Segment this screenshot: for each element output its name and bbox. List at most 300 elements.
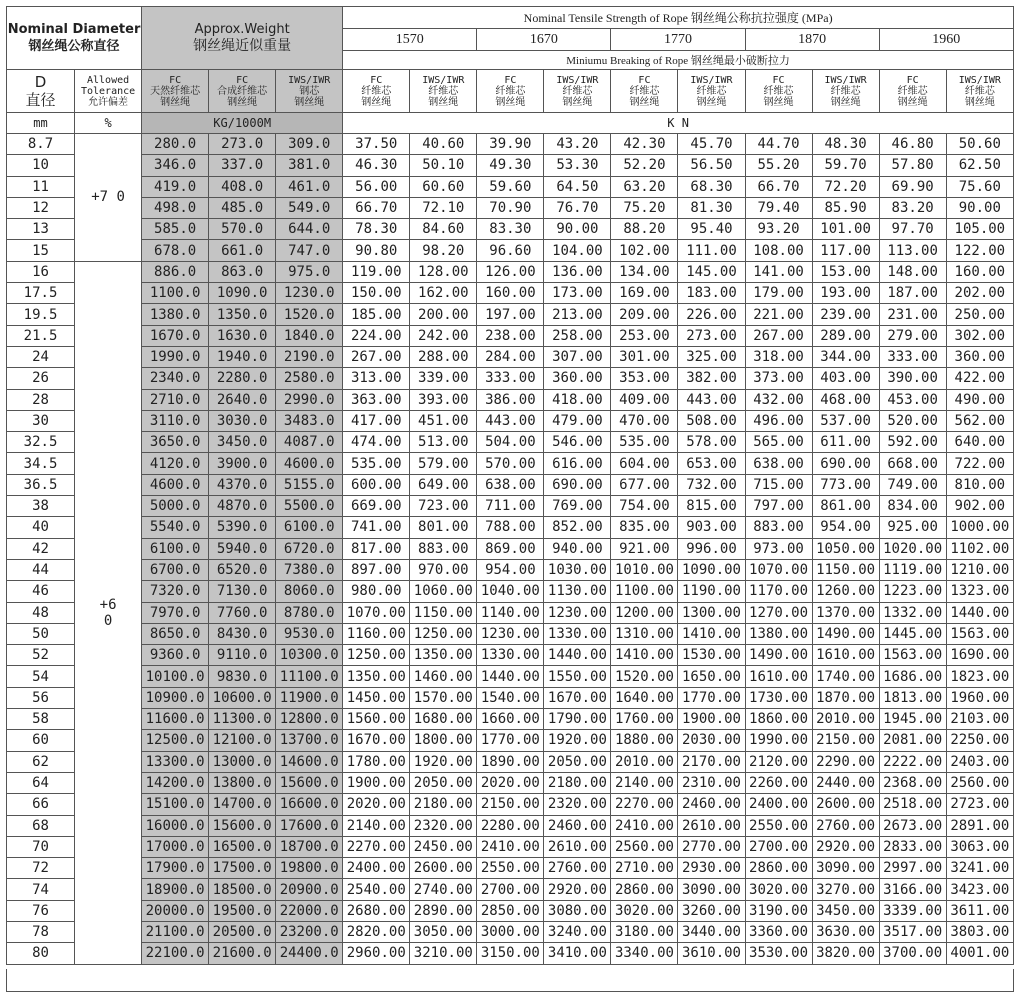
breaking-load-cell: 749.00 (879, 474, 946, 495)
breaking-load-cell: 1090.00 (678, 559, 745, 580)
weight-cell: 17500.0 (209, 858, 276, 879)
table-row (7, 602, 1014, 623)
breaking-load-cell: 479.00 (544, 410, 611, 431)
breaking-load-cell: 490.00 (946, 389, 1013, 410)
grade-header: 1770 (611, 29, 745, 51)
breaking-load-cell: 313.00 (343, 368, 410, 389)
weight-cell: 12100.0 (209, 730, 276, 751)
diameter-cell: 56 (7, 687, 75, 708)
breaking-load-cell: 3090.00 (812, 858, 879, 879)
breaking-load-cell: 1000.00 (946, 517, 1013, 538)
breaking-load-header: Miniumu Breaking of Rope 钢丝绳最小破断拉力 (343, 51, 1014, 70)
weight-cell: 570.0 (209, 219, 276, 240)
breaking-load-cell: 301.00 (611, 346, 678, 367)
strength-col-header: IWS/IWR 纤维芯 钢丝绳 (946, 70, 1013, 113)
breaking-load-cell: 1260.00 (812, 581, 879, 602)
breaking-load-cell: 2030.00 (678, 730, 745, 751)
breaking-load-cell: 2180.00 (544, 772, 611, 793)
weight-cell: 549.0 (276, 197, 343, 218)
weight-cell: 4087.0 (276, 432, 343, 453)
breaking-load-cell: 1490.00 (812, 623, 879, 644)
table-row (7, 794, 1014, 815)
weight-cell: 13700.0 (276, 730, 343, 751)
table-row (7, 474, 1014, 495)
table-footer-row (6, 969, 1014, 992)
breaking-load-cell: 2140.00 (611, 772, 678, 793)
breaking-load-cell: 90.80 (343, 240, 410, 261)
breaking-load-cell: 1520.00 (611, 666, 678, 687)
breaking-load-cell: 1560.00 (343, 709, 410, 730)
breaking-load-cell: 2270.00 (343, 836, 410, 857)
weight-cell: 3650.0 (142, 432, 209, 453)
breaking-load-cell: 3803.00 (946, 921, 1013, 942)
breaking-load-cell: 3020.00 (611, 900, 678, 921)
weight-cell: 678.0 (142, 240, 209, 261)
breaking-load-cell: 1050.00 (812, 538, 879, 559)
breaking-load-cell: 1370.00 (812, 602, 879, 623)
breaking-load-cell: 53.30 (544, 155, 611, 176)
breaking-load-cell: 3150.00 (477, 943, 544, 964)
breaking-load-cell: 66.70 (343, 197, 410, 218)
breaking-load-cell: 2320.00 (410, 815, 477, 836)
diameter-cell: 80 (7, 943, 75, 964)
breaking-load-cell: 128.00 (410, 261, 477, 282)
breaking-load-cell: 46.30 (343, 155, 410, 176)
tensile-strength-header: Nominal Tensile Strength of Rope 钢丝绳公称抗拉强度 (MPa) (343, 7, 1014, 29)
breaking-load-cell: 1150.00 (410, 602, 477, 623)
weight-cell: 14700.0 (209, 794, 276, 815)
breaking-load-cell: 386.00 (477, 389, 544, 410)
table-row (7, 921, 1014, 942)
breaking-load-cell: 1223.00 (879, 581, 946, 602)
breaking-load-cell: 1460.00 (410, 666, 477, 687)
weight-cell: 1670.0 (142, 325, 209, 346)
breaking-load-cell: 638.00 (477, 474, 544, 495)
breaking-load-cell: 1823.00 (946, 666, 1013, 687)
table-row (7, 197, 1014, 218)
breaking-load-cell: 37.50 (343, 134, 410, 155)
breaking-load-cell: 83.30 (477, 219, 544, 240)
weight-cell: 20000.0 (142, 900, 209, 921)
diameter-cell: 13 (7, 219, 75, 240)
breaking-load-cell: 2020.00 (477, 772, 544, 793)
breaking-load-cell: 1490.00 (745, 645, 812, 666)
breaking-load-cell: 117.00 (812, 240, 879, 261)
breaking-load-cell: 3450.00 (812, 900, 879, 921)
breaking-load-cell: 339.00 (410, 368, 477, 389)
breaking-load-cell: 883.00 (410, 538, 477, 559)
breaking-load-cell: 1760.00 (611, 709, 678, 730)
breaking-load-cell: 42.30 (611, 134, 678, 155)
breaking-load-cell: 3700.00 (879, 943, 946, 964)
breaking-load-cell: 1960.00 (946, 687, 1013, 708)
breaking-load-cell: 39.90 (477, 134, 544, 155)
breaking-load-cell: 852.00 (544, 517, 611, 538)
breaking-load-cell: 162.00 (410, 283, 477, 304)
weight-cell: 8650.0 (142, 623, 209, 644)
breaking-load-cell: 2760.00 (812, 815, 879, 836)
breaking-load-cell: 711.00 (477, 496, 544, 517)
breaking-load-cell: 1640.00 (611, 687, 678, 708)
breaking-load-cell: 565.00 (745, 432, 812, 453)
breaking-load-cell: 562.00 (946, 410, 1013, 431)
weight-cell: 19500.0 (209, 900, 276, 921)
breaking-load-cell: 2673.00 (879, 815, 946, 836)
breaking-load-cell: 1332.00 (879, 602, 946, 623)
table-row (7, 709, 1014, 730)
breaking-load-cell: 3630.00 (812, 921, 879, 942)
breaking-load-cell: 474.00 (343, 432, 410, 453)
strength-col-header: IWS/IWR 纤维芯 钢丝绳 (812, 70, 879, 113)
breaking-load-cell: 96.60 (477, 240, 544, 261)
breaking-load-cell: 732.00 (678, 474, 745, 495)
breaking-load-cell: 535.00 (611, 432, 678, 453)
breaking-load-cell: 390.00 (879, 368, 946, 389)
breaking-load-cell: 2440.00 (812, 772, 879, 793)
breaking-load-cell: 3240.00 (544, 921, 611, 942)
breaking-load-cell: 59.60 (477, 176, 544, 197)
diameter-column-header: D 直径 (7, 70, 75, 113)
weight-cell: 4600.0 (142, 474, 209, 495)
weight-cell: 3110.0 (142, 410, 209, 431)
unit-percent: % (75, 113, 142, 134)
breaking-load-cell: 318.00 (745, 346, 812, 367)
breaking-load-cell: 3517.00 (879, 921, 946, 942)
diameter-cell: 17.5 (7, 283, 75, 304)
breaking-load-cell: 1445.00 (879, 623, 946, 644)
breaking-load-cell: 640.00 (946, 432, 1013, 453)
breaking-load-cell: 2930.00 (678, 858, 745, 879)
diameter-cell: 60 (7, 730, 75, 751)
weight-cell: 3030.0 (209, 410, 276, 431)
breaking-load-cell: 40.60 (410, 134, 477, 155)
weight-cell: 7970.0 (142, 602, 209, 623)
breaking-load-cell: 537.00 (812, 410, 879, 431)
breaking-load-cell: 353.00 (611, 368, 678, 389)
breaking-load-cell: 810.00 (946, 474, 1013, 495)
breaking-load-cell: 3241.00 (946, 858, 1013, 879)
breaking-load-cell: 2280.00 (477, 815, 544, 836)
weight-cell: 8430.0 (209, 623, 276, 644)
breaking-load-cell: 2600.00 (410, 858, 477, 879)
breaking-load-cell: 2770.00 (678, 836, 745, 857)
diameter-cell: 19.5 (7, 304, 75, 325)
weight-cell: 20500.0 (209, 921, 276, 942)
breaking-load-cell: 56.50 (678, 155, 745, 176)
breaking-load-cell: 95.40 (678, 219, 745, 240)
breaking-load-cell: 3440.00 (678, 921, 745, 942)
breaking-load-cell: 1210.00 (946, 559, 1013, 580)
breaking-load-cell: 93.20 (745, 219, 812, 240)
breaking-load-cell: 1030.00 (544, 559, 611, 580)
breaking-load-cell: 1790.00 (544, 709, 611, 730)
breaking-load-cell: 150.00 (343, 283, 410, 304)
breaking-load-cell: 1330.00 (477, 645, 544, 666)
breaking-load-cell: 344.00 (812, 346, 879, 367)
weight-cell: 17900.0 (142, 858, 209, 879)
weight-cell: 2190.0 (276, 346, 343, 367)
breaking-load-cell: 954.00 (812, 517, 879, 538)
breaking-load-cell: 141.00 (745, 261, 812, 282)
breaking-load-cell: 160.00 (477, 283, 544, 304)
weight-cell: 22100.0 (142, 943, 209, 964)
weight-cell: 21600.0 (209, 943, 276, 964)
breaking-load-cell: 48.30 (812, 134, 879, 155)
breaking-load-cell: 1813.00 (879, 687, 946, 708)
breaking-load-cell: 669.00 (343, 496, 410, 517)
breaking-load-cell: 970.00 (410, 559, 477, 580)
breaking-load-cell: 111.00 (678, 240, 745, 261)
weight-cell: 11300.0 (209, 709, 276, 730)
weight-cell: 20900.0 (276, 879, 343, 900)
breaking-load-cell: 2610.00 (544, 836, 611, 857)
breaking-load-cell: 56.00 (343, 176, 410, 197)
diameter-cell: 72 (7, 858, 75, 879)
breaking-load-cell: 76.70 (544, 197, 611, 218)
table-row (7, 687, 1014, 708)
breaking-load-cell: 148.00 (879, 261, 946, 282)
breaking-load-cell: 520.00 (879, 410, 946, 431)
breaking-load-cell: 2081.00 (879, 730, 946, 751)
breaking-load-cell: 973.00 (745, 538, 812, 559)
breaking-load-cell: 224.00 (343, 325, 410, 346)
breaking-load-cell: 1450.00 (343, 687, 410, 708)
breaking-load-cell: 102.00 (611, 240, 678, 261)
breaking-load-cell: 817.00 (343, 538, 410, 559)
weight-cell: 10600.0 (209, 687, 276, 708)
breaking-load-cell: 468.00 (812, 389, 879, 410)
breaking-load-cell: 883.00 (745, 517, 812, 538)
weight-cell: 6720.0 (276, 538, 343, 559)
breaking-load-cell: 105.00 (946, 219, 1013, 240)
breaking-load-cell: 996.00 (678, 538, 745, 559)
diameter-cell: 54 (7, 666, 75, 687)
table-row (7, 581, 1014, 602)
diameter-cell: 50 (7, 623, 75, 644)
breaking-load-cell: 333.00 (477, 368, 544, 389)
diameter-cell: 74 (7, 879, 75, 900)
breaking-load-cell: 2700.00 (745, 836, 812, 857)
breaking-load-cell: 2020.00 (343, 794, 410, 815)
breaking-load-cell: 2050.00 (544, 751, 611, 772)
weight-cell: 13800.0 (209, 772, 276, 793)
table-row (7, 410, 1014, 431)
breaking-load-cell: 2010.00 (812, 709, 879, 730)
breaking-load-cell: 508.00 (678, 410, 745, 431)
breaking-load-cell: 741.00 (343, 517, 410, 538)
diameter-cell: 15 (7, 240, 75, 261)
diameter-cell: 62 (7, 751, 75, 772)
weight-cell: 5940.0 (209, 538, 276, 559)
breaking-load-cell: 834.00 (879, 496, 946, 517)
breaking-load-cell: 1610.00 (812, 645, 879, 666)
breaking-load-cell: 57.80 (879, 155, 946, 176)
breaking-load-cell: 1410.00 (611, 645, 678, 666)
breaking-load-cell: 160.00 (946, 261, 1013, 282)
breaking-load-cell: 63.20 (611, 176, 678, 197)
weight-cell: 3900.0 (209, 453, 276, 474)
breaking-load-cell: 769.00 (544, 496, 611, 517)
breaking-load-cell: 2833.00 (879, 836, 946, 857)
table-row (7, 155, 1014, 176)
weight-cell: 644.0 (276, 219, 343, 240)
breaking-load-cell: 653.00 (678, 453, 745, 474)
weight-cell: 5540.0 (142, 517, 209, 538)
weight-cell: 5000.0 (142, 496, 209, 517)
breaking-load-cell: 496.00 (745, 410, 812, 431)
breaking-load-cell: 1690.00 (946, 645, 1013, 666)
breaking-load-cell: 273.00 (678, 325, 745, 346)
breaking-load-cell: 1070.00 (343, 602, 410, 623)
unit-force: K N (343, 113, 1014, 134)
breaking-load-cell: 835.00 (611, 517, 678, 538)
weight-cell: 1840.0 (276, 325, 343, 346)
table-row (7, 517, 1014, 538)
breaking-load-cell: 1060.00 (410, 581, 477, 602)
breaking-load-cell: 72.10 (410, 197, 477, 218)
weight-col-header: FC 天然纤维芯 钢丝绳 (142, 70, 209, 113)
diameter-cell: 26 (7, 368, 75, 389)
table-row (7, 304, 1014, 325)
breaking-load-cell: 134.00 (611, 261, 678, 282)
weight-cell: 4120.0 (142, 453, 209, 474)
tolerance-cell: +7 0 (75, 134, 142, 262)
breaking-load-cell: 3080.00 (544, 900, 611, 921)
breaking-load-cell: 2180.00 (410, 794, 477, 815)
weight-cell: 15600.0 (209, 815, 276, 836)
weight-cell: 747.0 (276, 240, 343, 261)
breaking-load-cell: 197.00 (477, 304, 544, 325)
breaking-load-cell: 1380.00 (745, 623, 812, 644)
strength-col-header: FC 纤维芯 钢丝绳 (879, 70, 946, 113)
weight-cell: 17600.0 (276, 815, 343, 836)
breaking-load-cell: 2997.00 (879, 858, 946, 879)
breaking-load-cell: 788.00 (477, 517, 544, 538)
breaking-load-cell: 1102.00 (946, 538, 1013, 559)
table-row (7, 815, 1014, 836)
diameter-cell: 66 (7, 794, 75, 815)
weight-cell: 975.0 (276, 261, 343, 282)
breaking-load-cell: 88.20 (611, 219, 678, 240)
breaking-load-cell: 3820.00 (812, 943, 879, 964)
breaking-load-cell: 173.00 (544, 283, 611, 304)
breaking-load-cell: 1310.00 (611, 623, 678, 644)
weight-cell: 23200.0 (276, 921, 343, 942)
breaking-load-cell: 2560.00 (946, 772, 1013, 793)
breaking-load-cell: 2260.00 (745, 772, 812, 793)
breaking-load-cell: 2410.00 (611, 815, 678, 836)
breaking-load-cell: 504.00 (477, 432, 544, 453)
diameter-cell: 64 (7, 772, 75, 793)
weight-cell: 13000.0 (209, 751, 276, 772)
strength-col-header: IWS/IWR 纤维芯 钢丝绳 (410, 70, 477, 113)
weight-cell: 11600.0 (142, 709, 209, 730)
weight-cell: 2710.0 (142, 389, 209, 410)
breaking-load-cell: 2723.00 (946, 794, 1013, 815)
breaking-load-cell: 104.00 (544, 240, 611, 261)
breaking-load-cell: 3050.00 (410, 921, 477, 942)
breaking-load-cell: 2960.00 (343, 943, 410, 964)
breaking-load-cell: 122.00 (946, 240, 1013, 261)
breaking-load-cell: 46.80 (879, 134, 946, 155)
weight-cell: 4370.0 (209, 474, 276, 495)
diameter-cell: 16 (7, 261, 75, 282)
breaking-load-cell: 443.00 (678, 389, 745, 410)
breaking-load-cell: 2680.00 (343, 900, 410, 921)
breaking-load-cell: 373.00 (745, 368, 812, 389)
breaking-load-cell: 97.70 (879, 219, 946, 240)
weight-cell: 15600.0 (276, 772, 343, 793)
breaking-load-cell: 2010.00 (611, 751, 678, 772)
breaking-load-cell: 382.00 (678, 368, 745, 389)
weight-cell: 18700.0 (276, 836, 343, 857)
breaking-load-cell: 1300.00 (678, 602, 745, 623)
breaking-load-cell: 60.60 (410, 176, 477, 197)
breaking-load-cell: 954.00 (477, 559, 544, 580)
breaking-load-cell: 3063.00 (946, 836, 1013, 857)
breaking-load-cell: 1780.00 (343, 751, 410, 772)
breaking-load-cell: 1330.00 (544, 623, 611, 644)
breaking-load-cell: 200.00 (410, 304, 477, 325)
diameter-cell: 10 (7, 155, 75, 176)
breaking-load-cell: 611.00 (812, 432, 879, 453)
weight-cell: 1630.0 (209, 325, 276, 346)
breaking-load-cell: 1890.00 (477, 751, 544, 772)
weight-cell: 280.0 (142, 134, 209, 155)
breaking-load-cell: 2400.00 (745, 794, 812, 815)
weight-cell: 8780.0 (276, 602, 343, 623)
breaking-load-cell: 2518.00 (879, 794, 946, 815)
table-row (7, 261, 1014, 282)
weight-cell: 10300.0 (276, 645, 343, 666)
breaking-load-cell: 1350.00 (410, 645, 477, 666)
weight-cell: 661.0 (209, 240, 276, 261)
weight-cell: 3450.0 (209, 432, 276, 453)
breaking-load-cell: 209.00 (611, 304, 678, 325)
breaking-load-cell: 187.00 (879, 283, 946, 304)
breaking-load-cell: 113.00 (879, 240, 946, 261)
diameter-cell: 58 (7, 709, 75, 730)
breaking-load-cell: 45.70 (678, 134, 745, 155)
breaking-load-cell: 302.00 (946, 325, 1013, 346)
breaking-load-cell: 418.00 (544, 389, 611, 410)
breaking-load-cell: 253.00 (611, 325, 678, 346)
breaking-load-cell: 3340.00 (611, 943, 678, 964)
breaking-load-cell: 1770.00 (678, 687, 745, 708)
weight-cell: 6520.0 (209, 559, 276, 580)
weight-cell: 11100.0 (276, 666, 343, 687)
grade-header: 1960 (879, 29, 1013, 51)
breaking-load-cell: 1100.00 (611, 581, 678, 602)
breaking-load-cell: 250.00 (946, 304, 1013, 325)
wire-rope-spec-table (6, 6, 1014, 965)
weight-cell: 408.0 (209, 176, 276, 197)
breaking-load-cell: 1880.00 (611, 730, 678, 751)
breaking-load-cell: 690.00 (812, 453, 879, 474)
breaking-load-cell: 43.20 (544, 134, 611, 155)
strength-col-header: FC 纤维芯 钢丝绳 (745, 70, 812, 113)
breaking-load-cell: 649.00 (410, 474, 477, 495)
tolerance-upper: +6 (99, 596, 117, 613)
weight-cell: 3483.0 (276, 410, 343, 431)
breaking-load-cell: 638.00 (745, 453, 812, 474)
weight-cell: 4870.0 (209, 496, 276, 517)
table-row (7, 900, 1014, 921)
breaking-load-cell: 119.00 (343, 261, 410, 282)
breaking-load-cell: 185.00 (343, 304, 410, 325)
breaking-load-cell: 1563.00 (946, 623, 1013, 644)
breaking-load-cell: 1440.00 (544, 645, 611, 666)
